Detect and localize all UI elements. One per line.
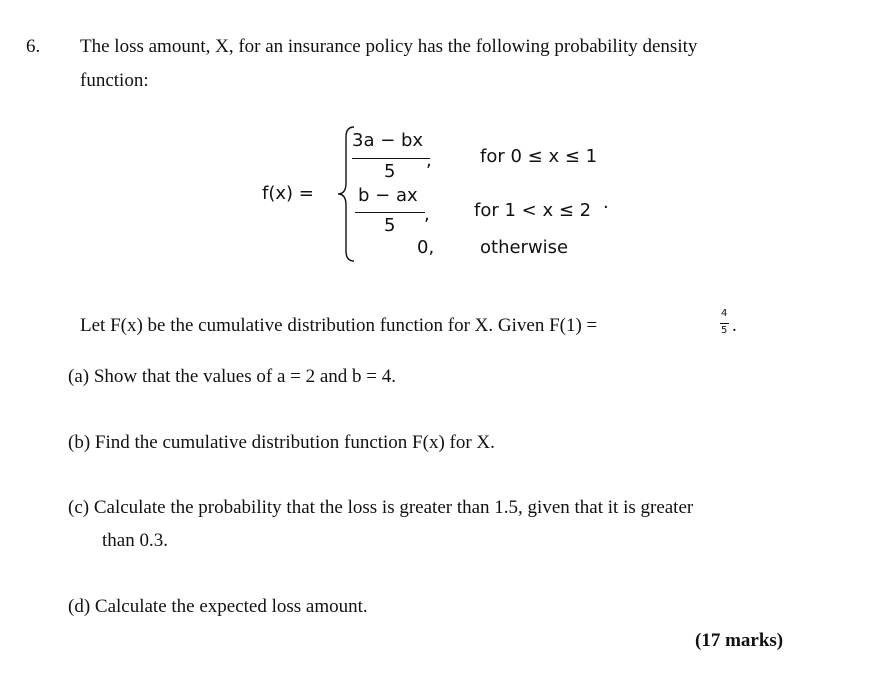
marks-label: (17 marks)	[695, 630, 784, 651]
part-c-line-2: than 0.3.	[102, 530, 168, 551]
case1-comma: ,	[426, 150, 432, 171]
given-end: .	[732, 315, 737, 336]
case1-numerator: 3a − bx	[352, 130, 424, 151]
part-d: (d) Calculate the expected loss amount.	[68, 596, 368, 617]
part-c-line-1: (c) Calculate the probability that the loss is greater than 1.5, given that it is greater	[68, 497, 694, 518]
given-statement: Let F(x) be the cumulative distribution function for X. Given F(1) =	[80, 315, 598, 336]
part-a: (a) Show that the values of a = 2 and b = 4.	[68, 366, 396, 387]
intro-line-2: function:	[80, 70, 149, 91]
question-number: 6.	[26, 36, 41, 57]
case2-numerator: b − ax	[358, 185, 418, 206]
case2-comma: ,	[424, 204, 430, 225]
case1-fraction-bar	[352, 158, 430, 159]
given-frac-numerator: 4	[721, 308, 728, 319]
given-frac-denominator: 5	[721, 325, 728, 336]
case3-condition: otherwise	[480, 237, 569, 258]
case2-fraction-bar	[355, 212, 425, 213]
part-b: (b) Find the cumulative distribution function F(x) for X.	[68, 432, 495, 453]
pdf-period: .	[603, 192, 609, 213]
case1-denominator: 5	[384, 161, 396, 182]
case2-condition: for 1 < x ≤ 2	[474, 200, 592, 221]
case2-denominator: 5	[384, 215, 396, 236]
case1-condition: for 0 ≤ x ≤ 1	[480, 146, 598, 167]
case3-value: 0,	[417, 237, 435, 258]
given-fraction-bar	[720, 323, 729, 324]
pdf-lhs: f(x) =	[262, 183, 314, 204]
intro-line-1: The loss amount, X, for an insurance policy has the following probability density	[80, 36, 698, 57]
